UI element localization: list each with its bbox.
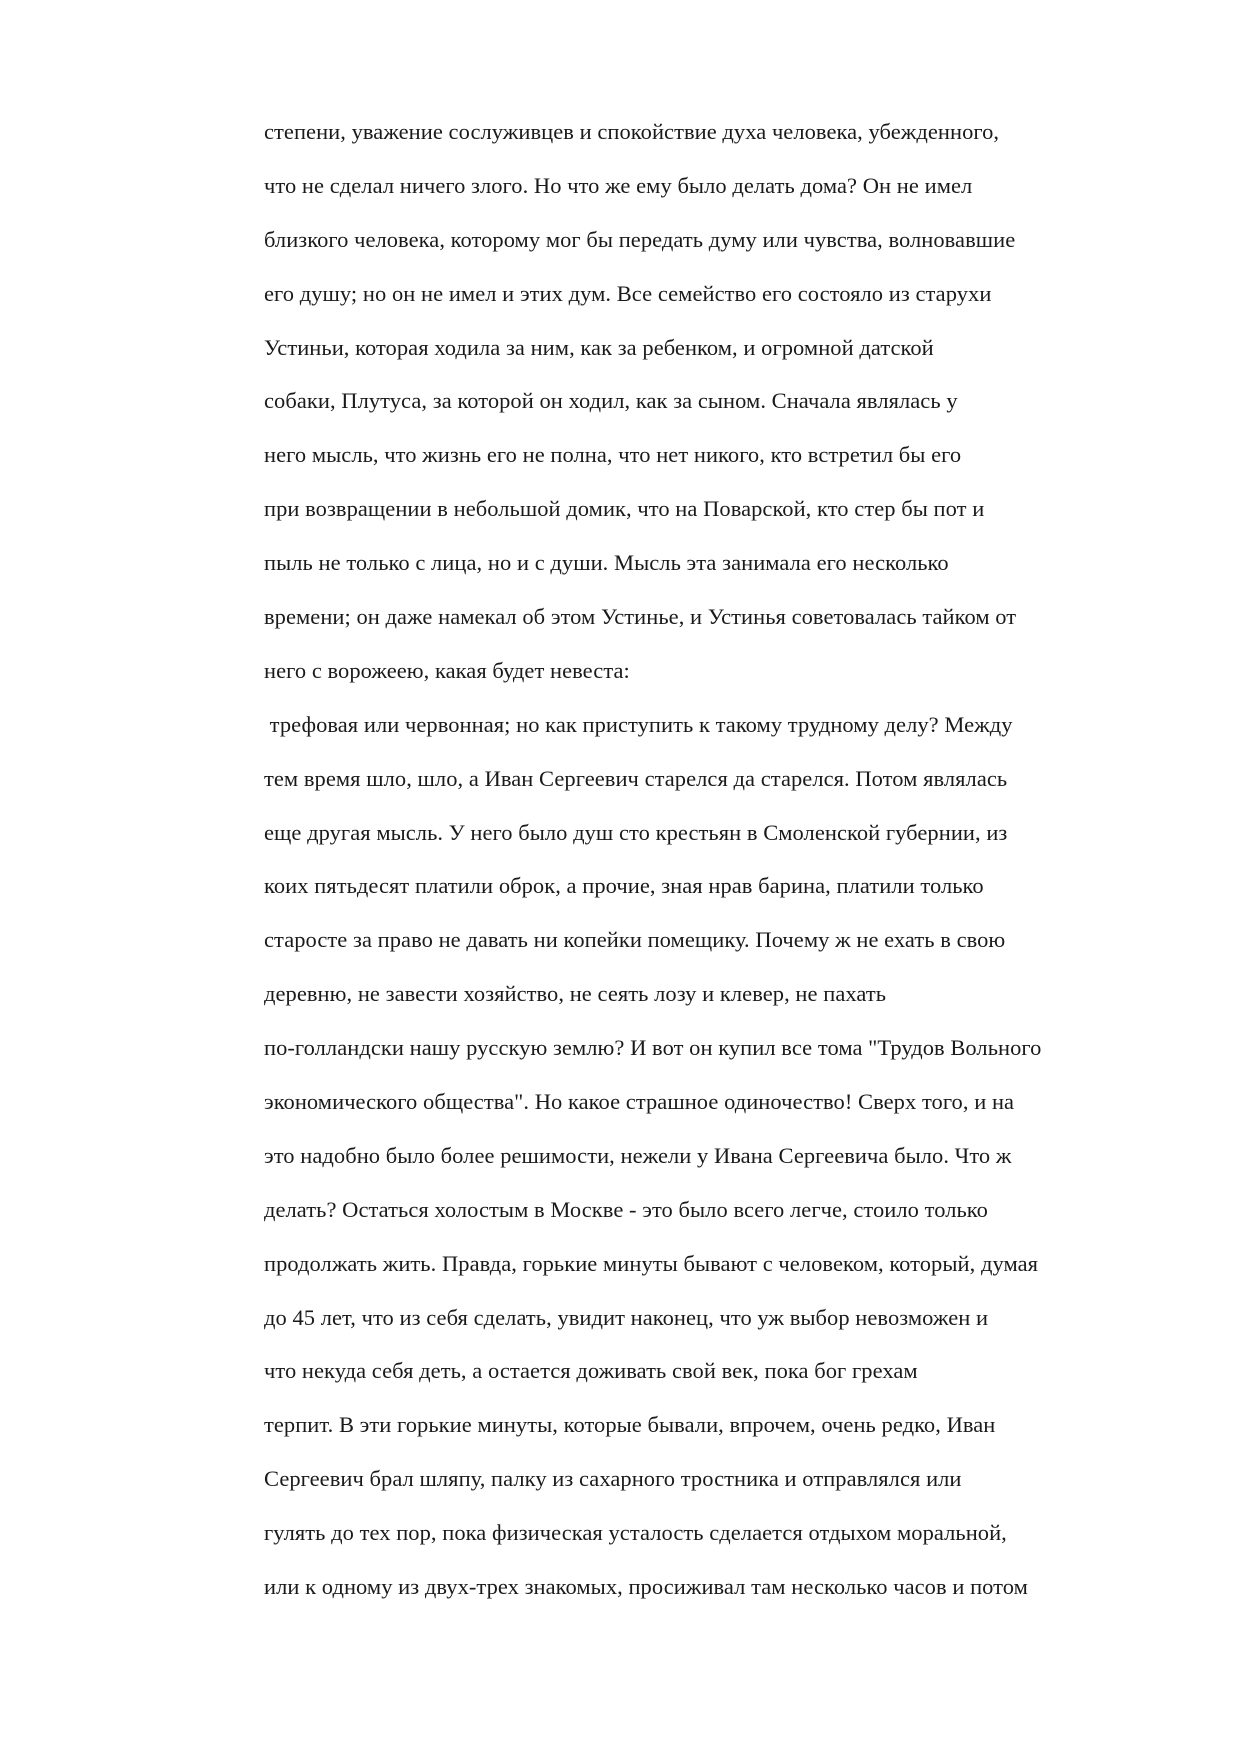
text-line: трефовая или червонная; но как приступить к такому трудному делу? Между (264, 711, 1013, 737)
text-line: его душу; но он не имел и этих дум. Все семейство его состояло из старухи (264, 280, 992, 306)
text-line: при возвращении в небольшой домик, что на Поварской, кто стер бы пот и (264, 496, 985, 522)
text-line: времени; он даже намекал об этом Устинье, и Устинья советовалась тайком от (264, 604, 1017, 630)
text-line: терпит. В эти горькие минуты, которые бывали, впрочем, очень редко, Иван (264, 1412, 996, 1438)
text-line: Устиньи, которая ходила за ним, как за ребенком, и огромной датской (264, 334, 934, 360)
text-line: продолжать жить. Правда, горькие минуты бывают с человеком, который, думая (264, 1250, 1039, 1276)
text-line: пыль не только с лица, но и с души. Мысль эта занимала его несколько (264, 550, 949, 576)
text-line: еще другая мысль. У него было душ сто крестьян в Смоленской губернии, из (264, 819, 1008, 845)
text-line: экономического общества". Но какое страшное одиночество! Сверх того, и на (264, 1089, 1015, 1115)
text-line: что не сделал ничего злого. Но что же ему было делать дома? Он не имел (264, 172, 973, 198)
text-line: по-голландски нашу русскую землю? И вот он купил все тома "Трудов Вольного (264, 1035, 1042, 1061)
text-line: тем время шло, шло, а Иван Сергеевич старелся да старелся. Потом являлась (264, 765, 1008, 791)
text-line: Сергеевич брал шляпу, палку из сахарного тростника и отправлялся или (264, 1466, 962, 1492)
text-line: до 45 лет, что из себя сделать, увидит наконец, что уж выбор невозможен и (264, 1304, 989, 1330)
text-line: старосте за право не давать ни копейки помещику. Почему ж не ехать в свою (264, 927, 1006, 953)
text-line: гулять до тех пор, пока физическая усталость сделается отдыхом моральной, (264, 1520, 1007, 1546)
text-line: него мысль, что жизнь его не полна, что нет никого, кто встретил бы его (264, 442, 962, 468)
body-text (264, 112, 1164, 1621)
text-line: это надобно было более решимости, нежели у Ивана Сергеевича было. Что ж (264, 1142, 1012, 1168)
text-line: деревню, не завести хозяйство, не сеять лозу и клевер, не пахать (264, 981, 887, 1007)
text-line: или к одному из двух-трех знакомых, просиживал там несколько часов и потом (264, 1574, 1028, 1600)
text-line: собаки, Плутуса, за которой он ходил, как за сыном. Сначала являлась у (264, 388, 958, 414)
text-line: него с ворожеею, какая будет невеста: (264, 657, 630, 683)
text-line: коих пятьдесят платили оброк, а прочие, зная нрав барина, платили только (264, 873, 984, 899)
text-line: что некуда себя деть, а остается доживать свой век, пока бог грехам (264, 1358, 918, 1384)
text-line: делать? Остаться холостым в Москве - это было всего легче, стоило только (264, 1196, 988, 1222)
text-line: близкого человека, которому мог бы передать думу или чувства, волновавшие (264, 226, 1016, 252)
text-line: степени, уважение сослуживцев и спокойствие духа человека, убежденного, (264, 119, 1000, 144)
